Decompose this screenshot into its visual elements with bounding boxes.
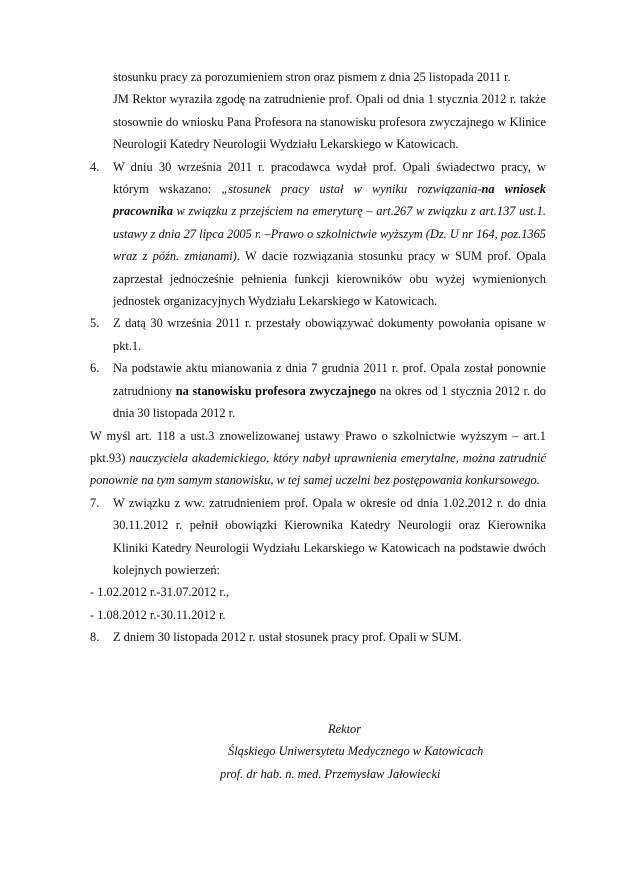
signature-institution: Śląskiego Uniwersytetu Medycznego w Katowicach — [228, 744, 484, 758]
list-item-6 — [90, 357, 546, 424]
list-number-4: 4. — [90, 159, 100, 174]
paragraph-italic: nauczyciela akademickiego, który nabył uprawnienia emerytalne, można zatrudnić ponownie na tym samym stanowisku, w tej samej uczelni bez postępowania konkursowego. — [90, 450, 547, 488]
dash-line-2: - 1.08.2012 r.-30.11.2012 r. — [90, 607, 226, 622]
continuation-paragraph — [90, 66, 546, 156]
dash-line-1: - 1.02.2012 r.-31.07.2012 r., — [90, 585, 230, 600]
item7-text: W związku z ww. zatrudnieniem prof. Opala w okresie od dnia 1.02.2012 r. do dnia 30.11.2012 r. pełnił obowiązki Kierownika Katedry Neurologii oraz Kierownika Kliniki Katedry Neurologii Wydziału Lekarskiego w Katowicach na podstawie dwóch kolejnych powierzeń: — [113, 495, 546, 577]
document-body — [90, 66, 546, 649]
list-item-7 — [90, 492, 546, 582]
list-item-4 — [90, 156, 546, 313]
list-number-8: 8. — [90, 630, 100, 645]
item4-text-a: W dniu 30 września 2011 r. pracodawca wydał prof. Opali świadectwo pracy, w którym wskazano: — [113, 159, 546, 197]
item4-quote-a: „stosunek pracy ustał w wyniku rozwiązania- — [221, 182, 482, 197]
list-number-6: 6. — [90, 361, 100, 376]
signature-name: prof. dr hab. n. med. Przemysław Jałowiecki — [220, 767, 441, 781]
list-item-5 — [90, 312, 546, 357]
signature-title: Rektor — [328, 722, 362, 736]
item5-text: Z datą 30 września 2011 r. przestały obowiązywać dokumenty powołania opisane w pkt.1. — [113, 316, 546, 353]
item6-bold: na stanowisku profesora zwyczajnego — [175, 383, 377, 398]
item4-quote-bold: na wniosek pracownika — [113, 182, 546, 219]
item4-quote-b: w związku z przejściem na emeryturę – art.267 w związku z art.137 ust.1. ustawy z dnia 27 lipca 2005 r. –Prawo o szkolnictwie wyższym (Dz. U nr 164, poz.1365 wraz z późn. zmianami) — [113, 204, 546, 264]
paragraph-text: W myśl art. 118 a ust.3 znowelizowanej ustawy Prawo o szkolnictwie wyższym – art.1 pkt.93) — [90, 428, 546, 465]
item4-text-b: . W dacie rozwiązania stosunku pracy w SUM prof. Opala zaprzestał jednocześnie pełnienia funkcji kierowników obu wyżej wymienionych jednostek organizacyjnych Wydziału Lekarskiego w Katowicach. — [113, 249, 547, 309]
continuation-line-1: stosunku pracy za porozumieniem stron oraz pismem z dnia 25 listopada 2011 r. — [113, 70, 511, 84]
list-number-5: 5. — [90, 316, 100, 331]
list-item-8 — [90, 626, 546, 648]
legal-paragraph — [90, 425, 546, 492]
item8-text: Z dniem 30 listopada 2012 r. ustał stosunek pracy prof. Opali w SUM. — [113, 630, 462, 645]
continuation-line-2: JM Rektor wyraziła zgodę na zatrudnienie prof. Opali od dnia 1 stycznia 2012 r. także stosownie do wniosku Pana Profesora na stanowisku profesora zwyczajnego w Klinice Neurologii Katedry Neurologii Wydziału Lekarskiego w Katowicach. — [113, 92, 546, 152]
item6-text-b: na okres od 1 stycznia 2012 r. do dnia 30 listopada 2012 r. — [113, 383, 546, 421]
list-number-7: 7. — [90, 495, 100, 510]
item6-text-a: Na podstawie aktu mianowania z dnia 7 grudnia 2011 r. prof. Opala został ponownie zatrudniony — [113, 361, 546, 398]
